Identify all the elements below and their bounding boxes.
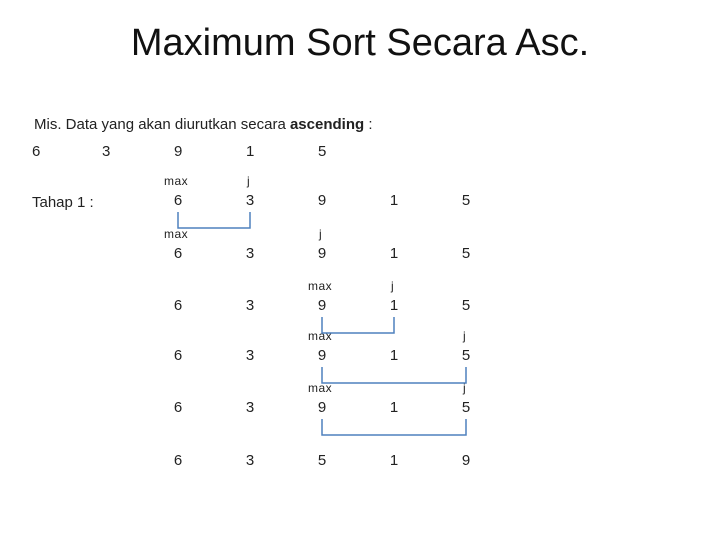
connector-bracket — [322, 419, 466, 435]
initial-value: 1 — [246, 143, 255, 160]
step-value: 9 — [317, 245, 327, 262]
step-value: 5 — [461, 192, 471, 209]
step-value: 1 — [389, 245, 399, 262]
step-value: 5 — [461, 347, 471, 364]
step-value: 3 — [245, 347, 255, 364]
step-value: 3 — [245, 399, 255, 416]
step-value: 6 — [173, 399, 183, 416]
step-value: 1 — [389, 399, 399, 416]
step-value: 6 — [173, 347, 183, 364]
initial-value: 5 — [318, 143, 327, 160]
connector-bracket — [322, 317, 394, 333]
intro-bold: ascending — [289, 116, 365, 133]
step-value: 6 — [173, 192, 183, 209]
step-value: 5 — [461, 245, 471, 262]
step-value: 1 — [389, 347, 399, 364]
j-label: j — [391, 279, 395, 293]
step-value: 1 — [389, 192, 399, 209]
step-value: 3 — [245, 192, 255, 209]
step-value: 5 — [461, 297, 471, 314]
max-label: max — [308, 329, 333, 343]
step-value: 3 — [245, 452, 255, 469]
step-value: 3 — [245, 245, 255, 262]
step-value: 9 — [317, 347, 327, 364]
slide-title: Maximum Sort Secara Asc. — [130, 22, 590, 64]
connector-bracket — [178, 212, 250, 228]
step-value: 1 — [389, 452, 399, 469]
j-label: j — [463, 381, 467, 395]
connector-bracket — [322, 367, 466, 383]
initial-value: 6 — [32, 143, 41, 160]
stage-label: Tahap 1 : — [32, 194, 94, 211]
intro-suffix: : — [364, 116, 373, 133]
max-label: max — [164, 227, 189, 241]
max-label: max — [308, 279, 333, 293]
step-value: 5 — [461, 399, 471, 416]
step-value: 3 — [245, 297, 255, 314]
step-value: 6 — [173, 297, 183, 314]
initial-value: 9 — [174, 143, 183, 160]
initial-value: 3 — [102, 143, 111, 160]
j-label: j — [319, 227, 323, 241]
step-value: 9 — [317, 192, 327, 209]
max-label: max — [308, 381, 333, 395]
step-value: 5 — [317, 452, 327, 469]
j-label: j — [463, 329, 467, 343]
step-value: 9 — [461, 452, 471, 469]
step-value: 9 — [317, 399, 327, 416]
max-label: max — [164, 174, 189, 188]
intro-prefix: Mis. Data yang akan diurutkan secara — [34, 116, 290, 133]
step-value: 9 — [317, 297, 327, 314]
step-value: 6 — [173, 245, 183, 262]
j-label: j — [247, 174, 251, 188]
step-value: 1 — [389, 297, 399, 314]
intro-text — [34, 116, 373, 133]
step-value: 6 — [173, 452, 183, 469]
